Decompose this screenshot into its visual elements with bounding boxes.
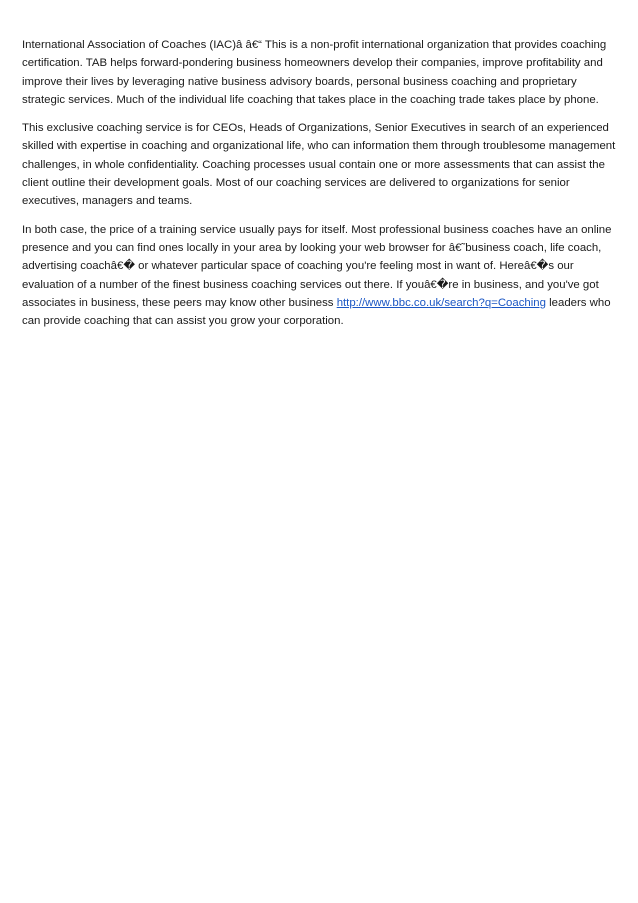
paragraph-price-text-after: leaders who can provide coaching that can assist you grow your corporation.: [22, 296, 611, 328]
paragraph-price: [22, 221, 620, 331]
paragraph-executive-coaching: This exclusive coaching service is for CEOs, Heads of Organizations, Senior Executives in search of an experienced skilled with expertise in coaching and organizational life, who can information them through troublesome management challenges, in whole confidentiality. Coaching processes usual contain one or more assessments that can assist the client outline their development goals. Most of our coaching services are delivered to organizations for senior executives, managers and teams.: [22, 122, 616, 208]
bbc-search-link[interactable]: http://www.bbc.co.uk/search?q=Coaching: [336, 296, 546, 309]
paragraph-iac: International Association of Coaches (IAC)â â€“ This is a non-profit international organization that provides coaching certification. TAB helps forward-pondering business homeowners develop their companies, improve profitability and improve their lives by leveraging native business advisory boards, personal business coaching and proprietary strategic services. Much of the individual life coaching that takes place in the coaching trade takes place by phone.: [22, 39, 607, 106]
document-body: [22, 36, 620, 340]
paragraph-price-text-before: In both case, the price of a training service usually pays for itself. Most professional business coaches have an online presence and you can find ones locally in your area by looking your web browser for â€˜business coach, life coach, advertising coachâ€� or whatever particular space of coaching you're feeling most in want of. Hereâ€�s our evaluation of a number of the finest business coaching services out there. If youâ€�re in business, and you've got associates in business, these peers may know other business: [22, 223, 612, 309]
